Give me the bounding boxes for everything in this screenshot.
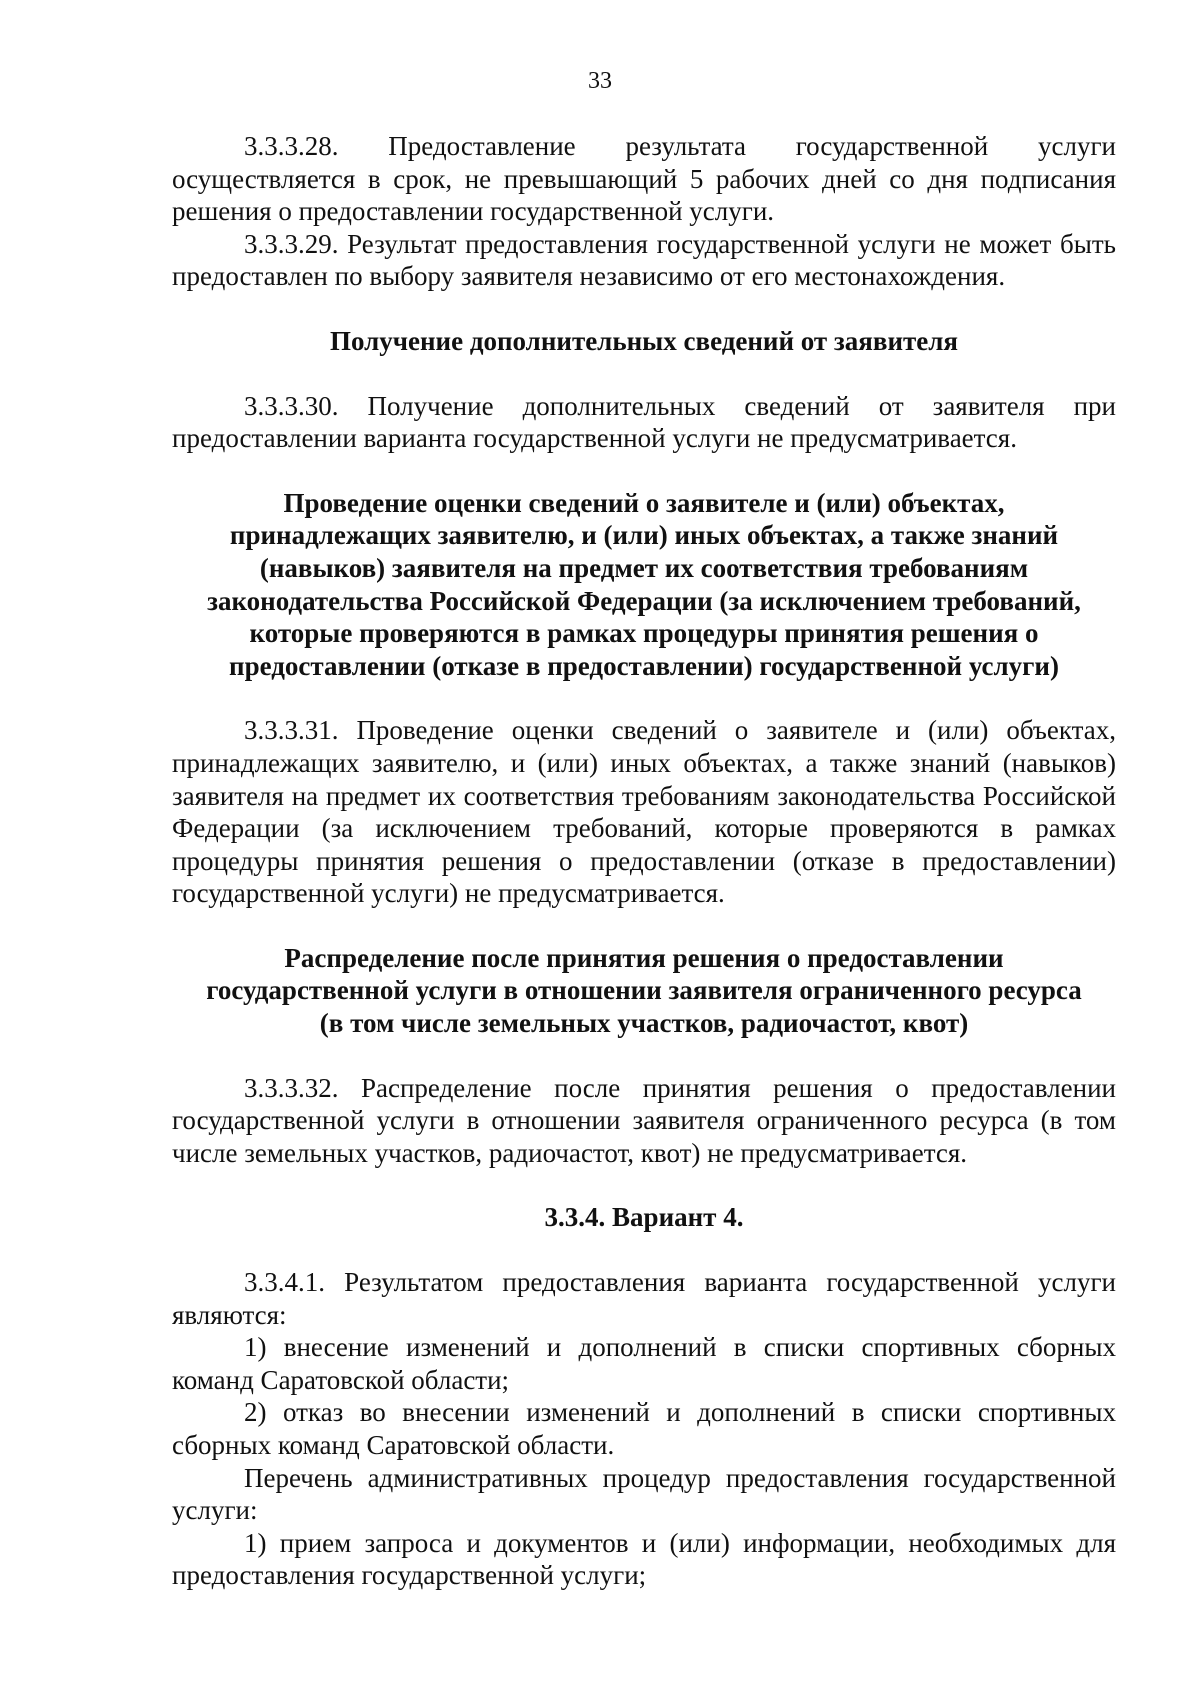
spacer [172, 293, 1116, 325]
heading-line: которые проверяются в рамках процедуры принятия решения о [249, 618, 1039, 649]
paragraph-3-3-3-30: 3.3.3.30. Получение дополнительных сведений от заявителя при предоставлении варианта государственной услуги не предусматривается. [172, 390, 1116, 454]
spacer [172, 682, 1116, 714]
section-heading-variant-4: 3.3.4. Вариант 4. [544, 1202, 744, 1233]
heading-line: принадлежащих заявителю, и (или) иных объектах, а также знаний [229, 520, 1059, 551]
heading-line: Распределение после принятия решения о предоставлении [284, 942, 1004, 973]
paragraph-3-3-4-1: 3.3.4.1. Результатом предоставления варианта государственной услуги являются: [172, 1267, 1116, 1330]
heading-line: законодательства Российской Федерации (за исключением требований, [207, 585, 1081, 616]
heading-line: (навыков) заявителя на предмет их соответствия требованиям [259, 552, 1029, 583]
spacer [172, 1169, 1116, 1201]
section-heading-assessment [172, 487, 1116, 683]
heading-line: предоставлении (отказе в предоставлении) государственной услуги) [229, 650, 1059, 681]
spacer [172, 455, 1116, 487]
paragraph-3-3-3-28: 3.3.3.28. Предоставление результата государственной услуги осуществляется в срок, не превышающий 5 рабочих дней со дня подписания решения о предоставлении государственной услуги. [172, 131, 1116, 227]
spacer [172, 910, 1116, 942]
heading-line: государственной услуги в отношении заявителя ограниченного ресурса [206, 975, 1082, 1006]
procedure-item-1: 1) прием запроса и документов и (или) информации, необходимых для предоставления государственной услуги; [172, 1527, 1116, 1591]
spacer [172, 358, 1116, 390]
heading-line: Проведение оценки сведений о заявителе и (или) объектах, [283, 487, 1005, 518]
document-body [172, 130, 1116, 1592]
spacer [172, 1234, 1116, 1266]
paragraph-3-3-3-31: 3.3.3.31. Проведение оценки сведений о заявителе и (или) объектах, принадлежащих заявителю, и (или) иных объектах, а также знаний (навыков) заявителя на предмет их соответствия требованиям законодательства Российской Федерации (за исключением требований, которые проверяются в рамках процедуры принятия решения о предоставлении (отказе в предоставлении) государственной услуги) не предусматривается. [172, 715, 1116, 909]
paragraph-3-3-3-29: 3.3.3.29. Результат предоставления государственной услуги не может быть предоставлен по выбору заявителя независимо от его местонахождения. [172, 228, 1116, 292]
procedures-intro: Перечень административных процедур предоставления государственной услуги: [172, 1462, 1116, 1526]
page-number: 33 [588, 68, 612, 94]
section-heading-additional-info: Получение дополнительных сведений от заявителя [329, 325, 959, 356]
spacer [172, 1040, 1116, 1072]
section-heading-distribution [172, 942, 1116, 1040]
heading-line: (в том числе земельных участков, радиочастот, квот) [319, 1008, 969, 1039]
list-item-2: 2) отказ во внесении изменений и дополнений в списки спортивных сборных команд Саратовской области. [172, 1397, 1116, 1460]
list-item-1: 1) внесение изменений и дополнений в списки спортивных сборных команд Саратовской области; [172, 1332, 1116, 1395]
paragraph-3-3-3-32: 3.3.3.32. Распределение после принятия решения о предоставлении государственной услуги в отношении заявителя ограниченного ресурса (в том числе земельных участков, радиочастот, квот) не предусматривается. [172, 1072, 1116, 1168]
